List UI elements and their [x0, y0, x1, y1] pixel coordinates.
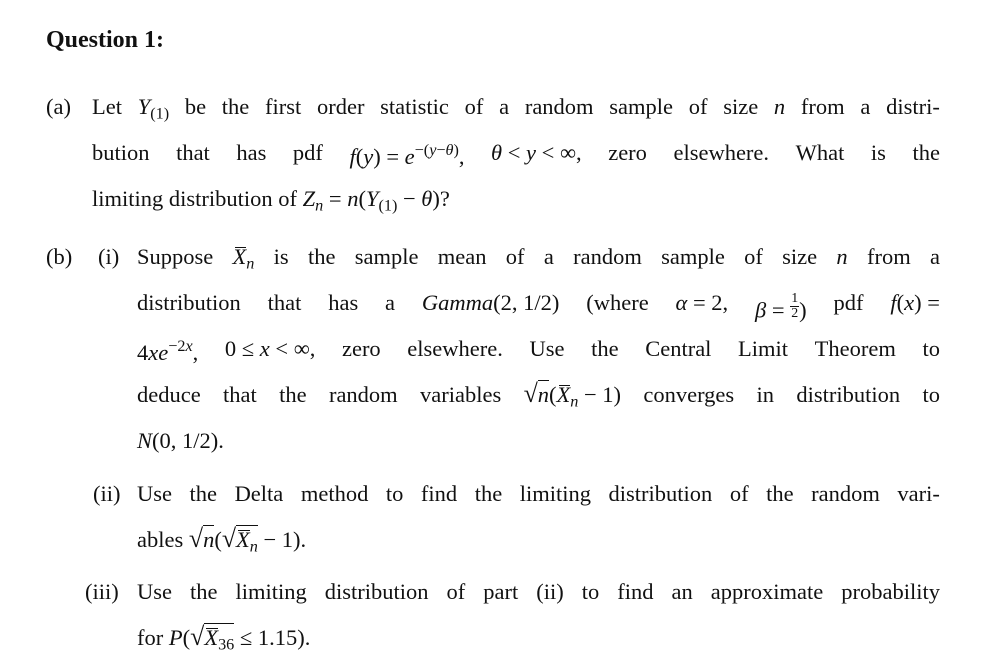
part-b-iii-line-2: for $P(√X_{36} \le 1.15)$. [137, 622, 311, 654]
part-a-line-1: Let $Y_{(1)}$ be the first order statistic of a random sample of size n from a distri- [92, 94, 940, 123]
part-b-i-line-3: $4xe^{-2x}$, 0 ≤ x < ∞, zero elsewhere. Use the Central Limit Theorem to [137, 336, 940, 365]
part-a-label: (a) [46, 94, 71, 119]
part-a-line-2: bution that has pdf $f(y) = e^{-(y-\theta)}$, θ < y < ∞, zero elsewhere. What is the [92, 140, 940, 169]
part-b-ii-label: (ii) [93, 481, 121, 506]
part-b-ii-line-1: Use the Delta method to find the limiting distribution of the random vari- [137, 481, 940, 506]
part-b-iii-label: (iii) [85, 579, 119, 604]
part-b-ii-line-2: ables $√n(√X_n - 1)$. [137, 524, 307, 556]
part-b-iii-line-1: Use the limiting distribution of part (ii) to find an approximate probability [137, 579, 940, 604]
part-b-i-line-5: N(0, 1/2). [137, 428, 224, 453]
part-b-i-label: (i) [98, 244, 120, 269]
part-a-line-3: limiting distribution of $Z_n = n(Y_{(1)} - \theta)$? [92, 186, 450, 215]
question-title: Question 1: [46, 27, 165, 53]
part-b-i-line-1: Suppose $X_n$ is the sample mean of a random sample of size n from a [137, 244, 940, 273]
part-b-i-line-4: deduce that the random variables $√n(X_n - 1)$ converges in distribution to [137, 379, 940, 411]
part-b-label: (b) [46, 244, 73, 269]
part-b-i-line-2: distribution that has a Gamma(2, 1/2) (where α = 2, β = $\frac{1}{2}$ ) pdf f(x) = [137, 290, 940, 323]
